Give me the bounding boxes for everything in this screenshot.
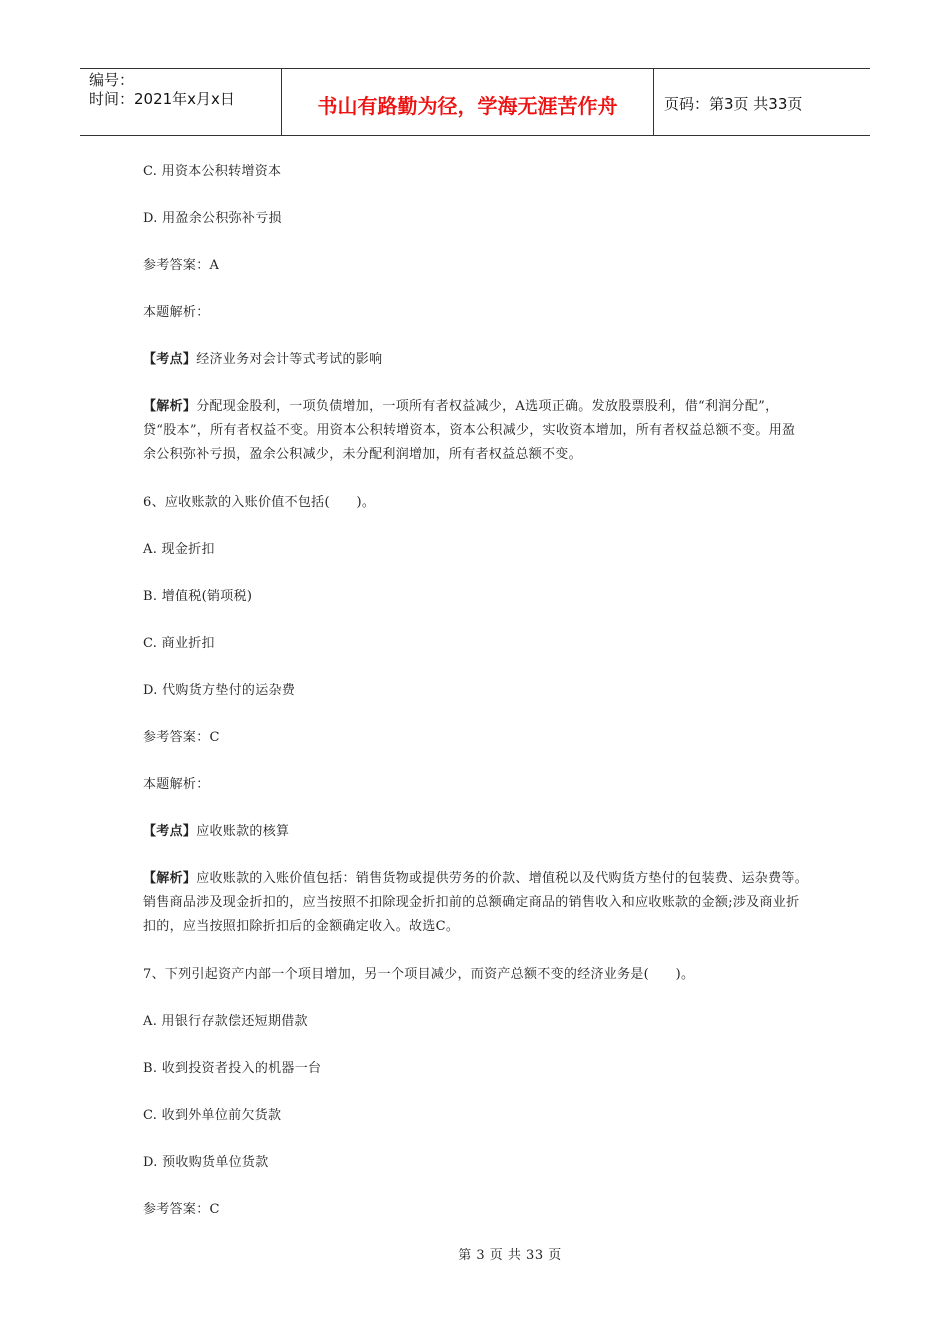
kaodian-text: 经济业务对会计等式考试的影响 — [196, 352, 383, 367]
jiexi-tag: 【解析】 — [143, 399, 197, 414]
q5-analysis-title: 本题解析： — [143, 305, 210, 320]
date-label: 时间：2021年x月x日 — [89, 90, 235, 108]
q6-option-d: D. 代购货方垫付的运杂费 — [143, 683, 296, 698]
kaodian-tag: 【考点】 — [143, 352, 197, 367]
q6-question: 6、应收账款的入账价值不包括( )。 — [143, 495, 376, 510]
q5-answer: 参考答案：A — [143, 258, 220, 273]
q6-jiexi — [143, 867, 808, 939]
q7-option-c: C. 收到外单位前欠货款 — [143, 1108, 282, 1123]
page-footer: 第 3 页 共 33 页 — [458, 1248, 562, 1263]
q6-kaodian — [143, 820, 808, 843]
q6-answer: 参考答案：C — [143, 730, 220, 745]
q6-option-c: C. 商业折扣 — [143, 636, 215, 651]
q6-analysis-title: 本题解析： — [143, 777, 210, 792]
q6-option-b: B. 增值税(销项税) — [143, 589, 253, 604]
q7-option-a: A. 用银行存款偿还短期借款 — [143, 1014, 308, 1029]
page-header — [80, 68, 870, 136]
header-motto: 书山有路勤为径，学海无涯苦作舟 — [282, 69, 654, 135]
q5-kaodian — [143, 348, 808, 371]
q6-option-a: A. 现金折扣 — [143, 542, 215, 557]
header-page-info: 页码：第3页 共33页 — [664, 94, 803, 113]
q7-question: 7、下列引起资产内部一个项目增加，另一个项目减少，而资产总额不变的经济业务是( )。 — [143, 967, 695, 982]
jiexi-text: 应收账款的入账价值包括：销售货物或提供劳务的价款、增值税以及代购货方垫付的包装费、运杂费等。销售商品涉及现金折扣的，应当按照不扣除现金折扣前的总额确定商品的销售收入和应收账款的金额;涉及商业折扣的，应当按照扣除折扣后的金额确定收入。故选C。 — [143, 871, 809, 934]
kaodian-tag: 【考点】 — [143, 824, 197, 839]
jiexi-text: 分配现金股利，一项负债增加，一项所有者权益减少，A选项正确。发放股票股利，借“利润分配”，贷“股本”，所有者权益不变。用资本公积转增资本，资本公积减少，实收资本增加，所有者权益总额不变。用盈余公积弥补亏损，盈余公积减少，未分配利润增加，所有者权益总额不变。 — [143, 399, 796, 462]
q7-option-d: D. 预收购货单位货款 — [143, 1155, 269, 1170]
header-meta — [80, 69, 282, 135]
document-body — [143, 160, 808, 1245]
kaodian-text: 应收账款的核算 — [196, 824, 290, 839]
q5-option-c: C. 用资本公积转增资本 — [143, 164, 282, 179]
q5-option-d: D. 用盈余公积弥补亏损 — [143, 211, 282, 226]
q7-option-b: B. 收到投资者投入的机器一台 — [143, 1061, 322, 1076]
serial-label: 编号： — [89, 71, 135, 89]
q5-jiexi — [143, 395, 808, 467]
jiexi-tag: 【解析】 — [143, 871, 197, 886]
q7-answer: 参考答案：C — [143, 1202, 220, 1217]
